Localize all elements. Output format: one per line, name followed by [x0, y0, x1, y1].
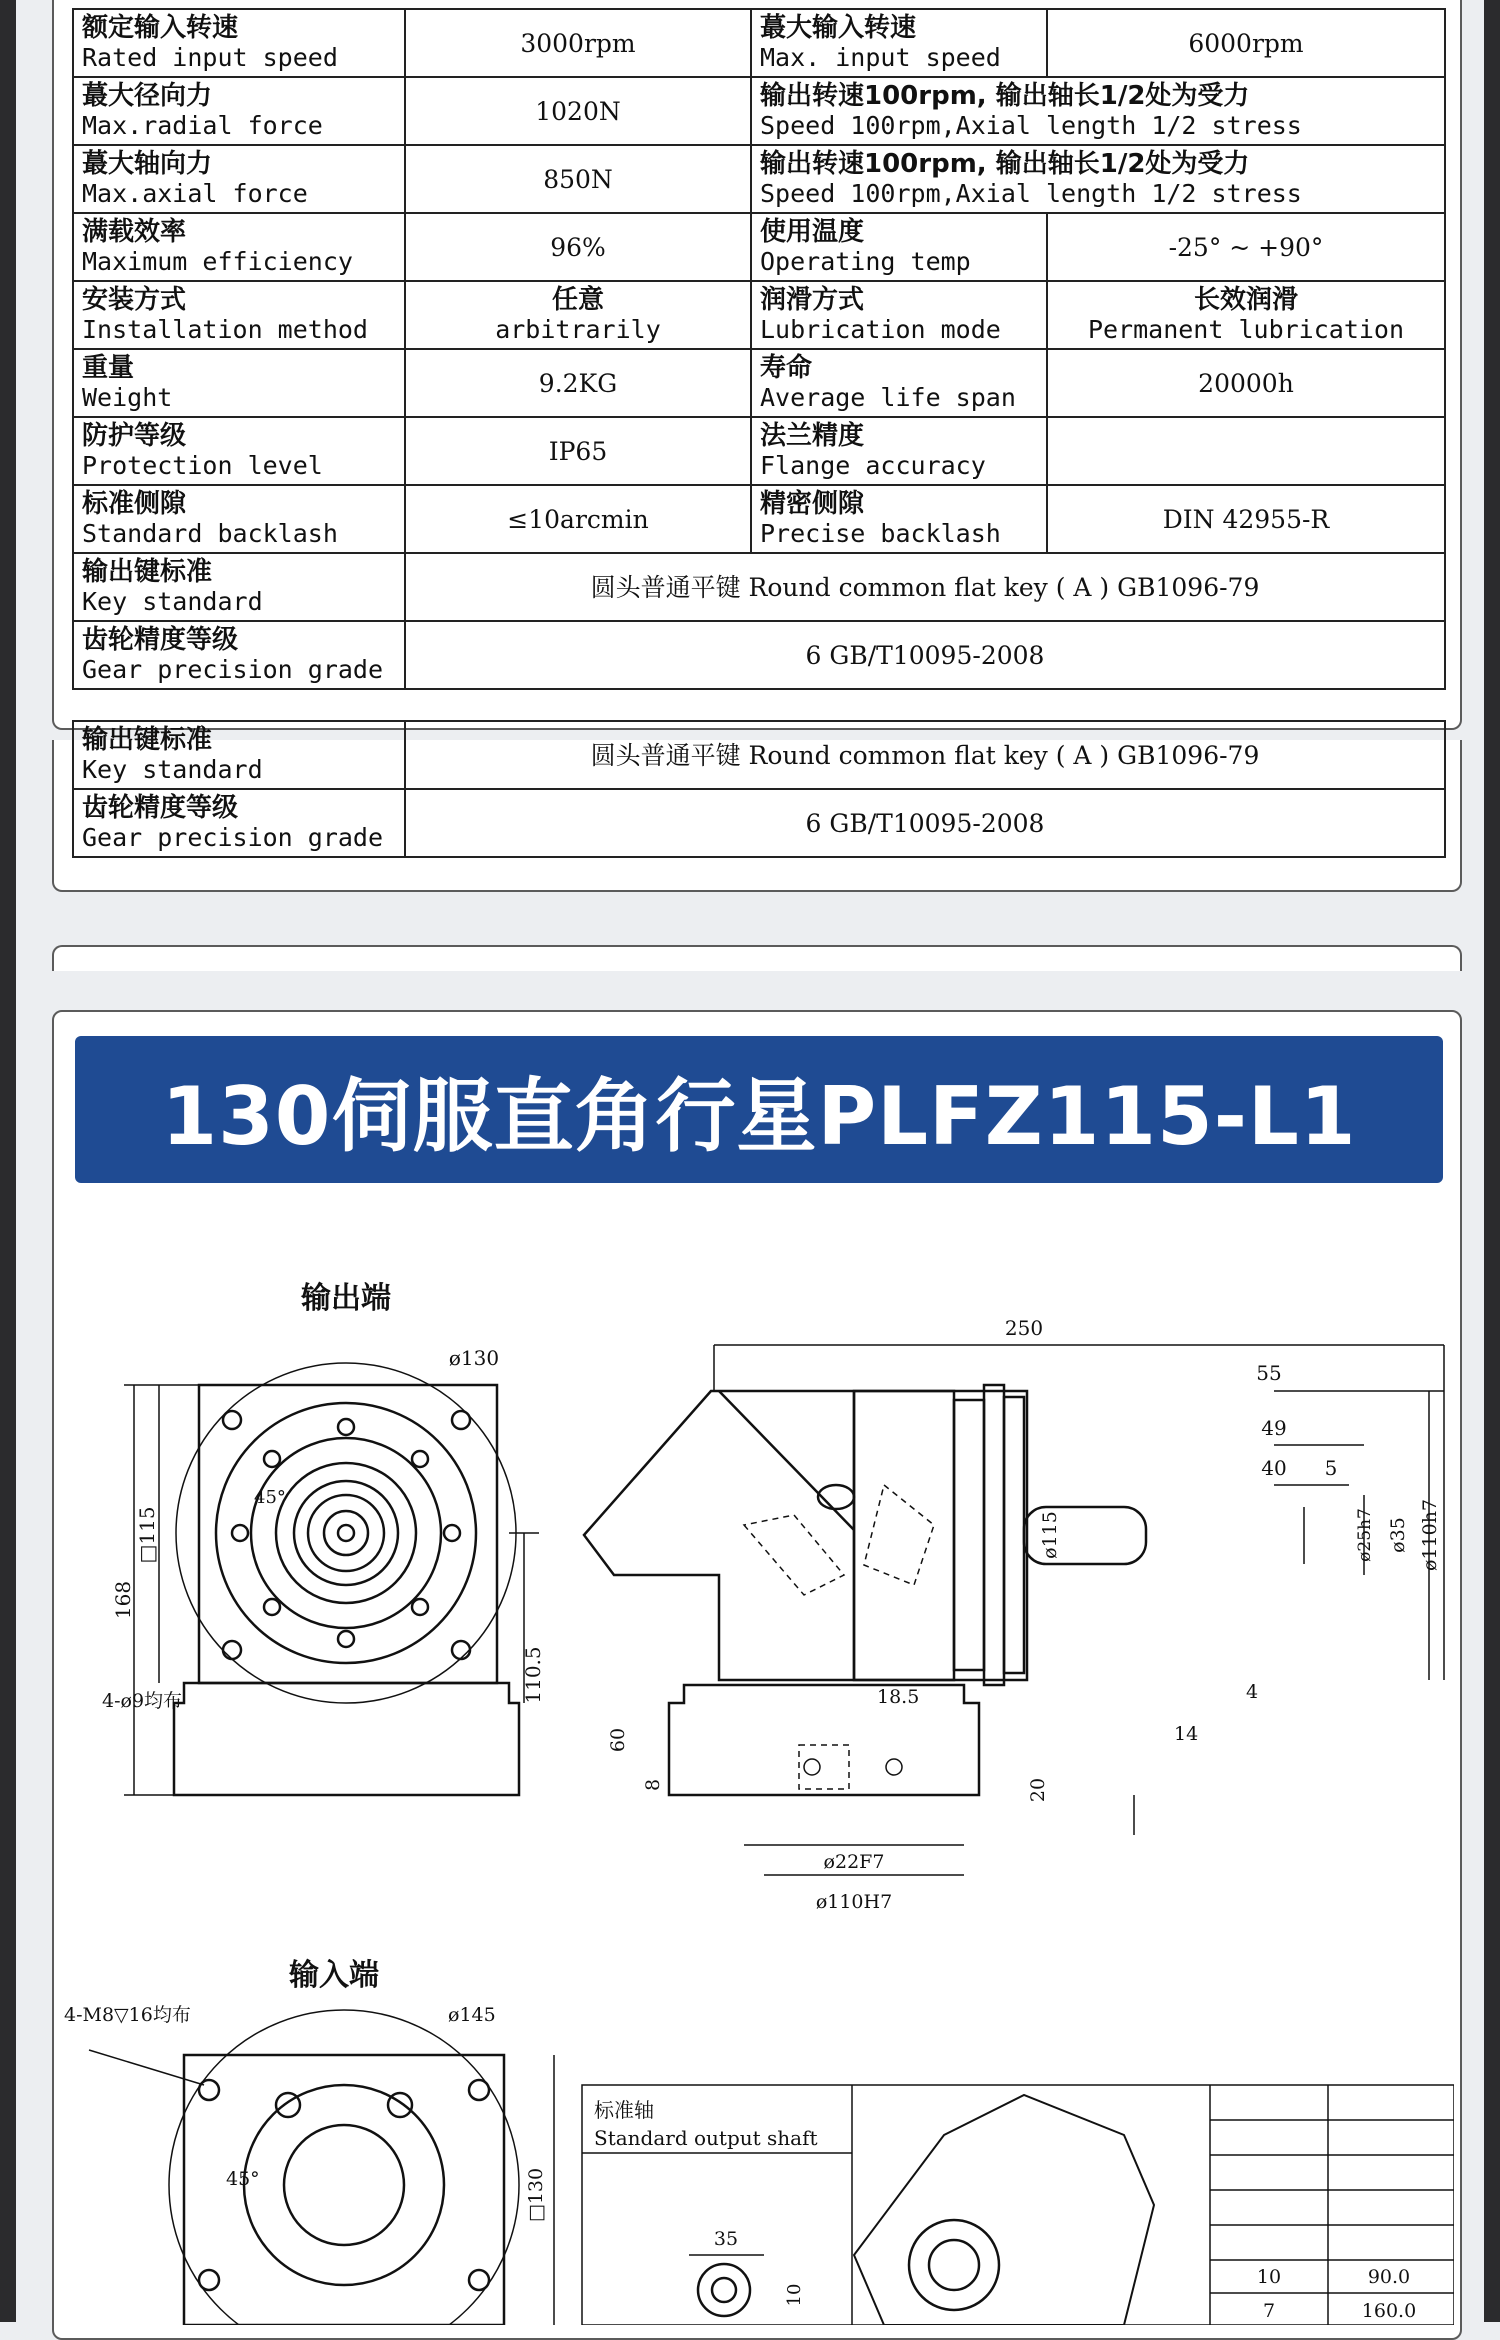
spec-value	[405, 621, 1445, 689]
spec-label	[73, 789, 405, 857]
spec-label-left	[73, 77, 405, 145]
label-zh: 蕞大输入转速	[760, 13, 917, 43]
dim-l4: 4	[1246, 1681, 1259, 1703]
spec-label-right	[751, 145, 1445, 213]
spec-row-wide	[73, 789, 1445, 857]
value-text: 6 GB/T10095-2008	[805, 640, 1045, 670]
spec-label-left	[73, 485, 405, 553]
label-en: Key standard	[82, 587, 263, 616]
table-cell-10: 10	[1256, 2266, 1282, 2288]
label-zh: 蕞大径向力	[82, 81, 213, 111]
spec-table	[72, 8, 1446, 690]
label-zh: 精密侧隙	[760, 489, 865, 519]
spec-label-left	[73, 417, 405, 485]
label-en: Speed 100rpm,Axial length 1/2 stress	[760, 111, 1302, 140]
label-en: Precise backlash	[760, 519, 1001, 548]
spec-label	[73, 721, 405, 789]
value-text: IP65	[548, 436, 608, 466]
input-end-view	[89, 2010, 554, 2325]
value-text: ≤10arcmin	[507, 504, 649, 534]
spec-label	[73, 621, 405, 689]
spec-row	[73, 349, 1445, 417]
label-zh: 重量	[82, 353, 135, 383]
dim-d22: ø22F7	[823, 1851, 885, 1873]
technical-drawing	[64, 1195, 1454, 2325]
spec-value-right	[1047, 485, 1445, 553]
spec-label-left	[73, 9, 405, 77]
empty-card-top	[52, 945, 1462, 971]
dim-d110h7: ø110h7	[1419, 1498, 1441, 1572]
spec-value-right	[1047, 9, 1445, 77]
dim-sq115: □115	[135, 1506, 159, 1564]
dim-l49: 49	[1261, 1416, 1287, 1440]
dim-l18-5: 18.5	[877, 1686, 920, 1708]
standard-shaft-box	[582, 2085, 1454, 2325]
value-text: 96%	[550, 232, 606, 262]
dim-a45b: 45°	[226, 2168, 260, 2190]
spec-row	[73, 9, 1445, 77]
table-cell-7: 7	[1262, 2300, 1276, 2322]
label-en: Protection level	[82, 451, 323, 480]
label-zh: 防护等级	[82, 421, 187, 451]
spec-label-left	[73, 145, 405, 213]
label-zh: 齿轮精度等级	[82, 793, 239, 823]
dim-d25: ø25h7	[1355, 1508, 1375, 1562]
dim-h60: 60	[607, 1727, 629, 1753]
dim-s35: 35	[713, 2228, 739, 2250]
dim-l5: 5	[1324, 1456, 1338, 1480]
label-en: Rated input speed	[82, 43, 338, 72]
dim-l250: 250	[1004, 1316, 1044, 1340]
spec-label-left	[73, 349, 405, 417]
spec-row	[73, 213, 1445, 281]
spec-value-left	[405, 417, 751, 485]
dim-d145: ø145	[448, 2004, 496, 2026]
spec-label	[73, 553, 405, 621]
spec-value-right	[1047, 349, 1445, 417]
spec-value-left	[405, 485, 751, 553]
shaft-label-en: Standard output shaft	[594, 2126, 818, 2150]
spec-row	[73, 77, 1445, 145]
input-end-label: 输入端	[289, 1958, 379, 1993]
value-text: -25° ~ +90°	[1168, 232, 1324, 262]
value-text: 6000rpm	[1188, 28, 1304, 58]
right-dark-edge	[1484, 0, 1500, 2322]
label-en: Standard backlash	[82, 519, 338, 548]
left-dark-edge	[0, 0, 16, 2322]
spec-label-left	[73, 281, 405, 349]
spec-row	[73, 417, 1445, 485]
label-zh: 使用温度	[760, 217, 865, 247]
value-text: Permanent lubrication	[1087, 315, 1405, 344]
label-zh: 齿轮精度等级	[82, 625, 239, 655]
label-zh: 输出键标准	[82, 725, 213, 755]
dim-m8: 4-M8▽16均布	[64, 2004, 191, 2026]
label-en: Key standard	[82, 755, 263, 784]
dim-h20: 20	[1027, 1777, 1049, 1803]
spec-label-right	[751, 9, 1047, 77]
label-en: Speed 100rpm,Axial length 1/2 stress	[760, 179, 1302, 208]
spec-value-left	[405, 145, 751, 213]
dim-l55: 55	[1256, 1361, 1282, 1385]
spec-value-right	[1047, 281, 1445, 349]
label-en: Max. input speed	[760, 43, 1001, 72]
label-en: Gear precision grade	[82, 655, 384, 684]
spec-value-left	[405, 77, 751, 145]
spec-label-right	[751, 213, 1047, 281]
product-title-banner: 130伺服直角行星PLFZ115-L1	[75, 1036, 1443, 1183]
spec-value-left	[405, 349, 751, 417]
spec-row	[73, 485, 1445, 553]
spec-label-left	[73, 213, 405, 281]
dim-d130: ø130	[448, 1346, 500, 1370]
output-end-label: 输出端	[301, 1281, 391, 1316]
value-text: 850N	[543, 164, 613, 194]
label-en: Installation method	[82, 315, 368, 344]
label-en: Gear precision grade	[82, 823, 384, 852]
value-text: 20000h	[1198, 368, 1294, 398]
shaft-label-zh: 标准轴	[594, 2098, 654, 2122]
dim-l40: 40	[1261, 1456, 1287, 1480]
value-text: 9.2KG	[538, 368, 618, 398]
dim-d115: ø115	[1039, 1511, 1061, 1559]
spec-row-wide	[73, 621, 1445, 689]
label-zh: 寿命	[760, 353, 813, 383]
spec-table-duplicate	[72, 720, 1446, 858]
spec-label-right	[751, 417, 1047, 485]
spec-value-left	[405, 213, 751, 281]
value-zh: 长效润滑	[1193, 285, 1298, 315]
spec-value-left	[405, 9, 751, 77]
label-en: Flange accuracy	[760, 451, 986, 480]
label-en: Maximum efficiency	[82, 247, 353, 276]
label-en: Weight	[82, 383, 173, 412]
label-zh: 润滑方式	[760, 285, 865, 315]
spec-row-wide	[73, 721, 1445, 789]
spec-row-wide	[73, 553, 1445, 621]
label-zh: 输出转速100rpm, 输出轴长1/2处为受力	[760, 149, 1250, 179]
spec-label-right	[751, 281, 1047, 349]
spec-row	[73, 281, 1445, 349]
side-view	[584, 1345, 1444, 1875]
label-zh: 额定输入转速	[82, 13, 239, 43]
spec-value	[405, 721, 1445, 789]
label-en: Average life span	[760, 383, 1016, 412]
value-text: 圆头普通平键 Round common flat key ( A ) GB1096-79	[590, 572, 1260, 602]
label-zh: 输出转速100rpm, 输出轴长1/2处为受力	[760, 81, 1250, 111]
dim-a45: 45°	[254, 1487, 286, 1508]
value-zh: 任意	[551, 285, 604, 315]
label-zh: 蕞大轴向力	[82, 149, 213, 179]
dim-h8: 8	[642, 1778, 664, 1792]
dim-sq130: □130	[525, 2167, 547, 2223]
value-text: DIN 42955-R	[1162, 504, 1330, 534]
table-cell-160: 160.0	[1361, 2300, 1417, 2322]
spec-value	[405, 553, 1445, 621]
spec-value-right	[1047, 417, 1445, 485]
value-text: 1020N	[535, 96, 621, 126]
value-text: arbitrarily	[495, 315, 661, 344]
value-text: 圆头普通平键 Round common flat key ( A ) GB1096-79	[590, 740, 1260, 770]
spec-value	[405, 789, 1445, 857]
dim-h110-5: 110.5	[521, 1646, 545, 1704]
output-end-view	[124, 1363, 539, 1795]
spec-label-right	[751, 77, 1445, 145]
dim-h168: 168	[111, 1580, 135, 1620]
spec-value-right	[1047, 213, 1445, 281]
label-en: Operating temp	[760, 247, 971, 276]
label-en: Max.radial force	[82, 111, 323, 140]
value-text: 6 GB/T10095-2008	[805, 808, 1045, 838]
label-zh: 满载效率	[82, 217, 187, 247]
spec-row	[73, 145, 1445, 213]
spec-label-right	[751, 349, 1047, 417]
table-cell-90: 90.0	[1367, 2266, 1411, 2288]
label-zh: 输出键标准	[82, 557, 213, 587]
spec-label-right	[751, 485, 1047, 553]
label-zh: 法兰精度	[760, 421, 865, 451]
spec-value-left	[405, 281, 751, 349]
label-zh: 安装方式	[82, 285, 187, 315]
value-text: 3000rpm	[520, 28, 636, 58]
dim-d110H7: ø110H7	[815, 1891, 893, 1913]
label-zh: 标准侧隙	[82, 489, 187, 519]
dim-holes4: 4-ø9均布	[102, 1690, 183, 1712]
dim-d35: ø35	[1387, 1517, 1409, 1553]
label-en: Lubrication mode	[760, 315, 1001, 344]
dim-s10: 10	[784, 2283, 805, 2307]
label-en: Max.axial force	[82, 179, 308, 208]
dim-l14: 14	[1174, 1723, 1199, 1745]
